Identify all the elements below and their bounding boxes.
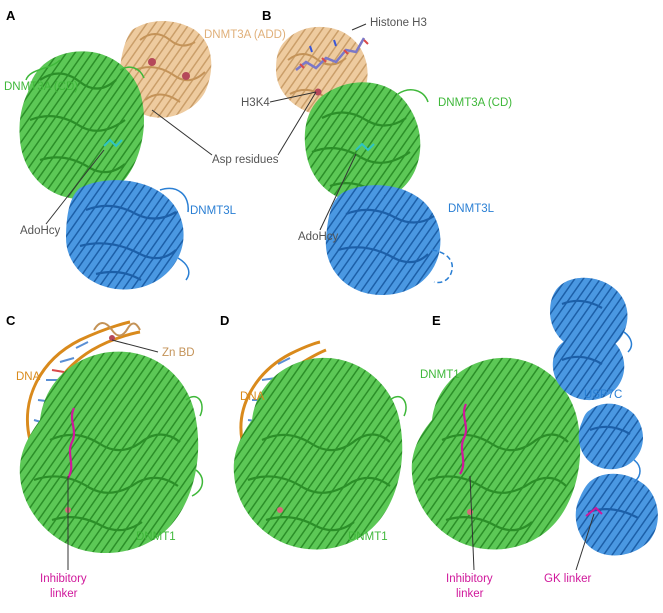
panel-c — [6, 313, 202, 600]
dnmt3l-structure-b — [326, 185, 452, 295]
panel-label-c: C — [6, 313, 16, 328]
label-h3k4: H3K4 — [241, 97, 270, 109]
label-inhibitory-c-2: linker — [50, 588, 78, 600]
panel-d — [220, 313, 406, 549]
panel-label-e: E — [432, 313, 441, 328]
label-histone-h3: Histone H3 — [370, 17, 427, 29]
label-dnmt3a-cd-b: DNMT3A (CD) — [438, 97, 513, 109]
label-usp7c: USP7C — [584, 389, 623, 401]
label-dnmt1-d: DNMT1 — [348, 531, 388, 543]
label-dna-d: DNA — [240, 391, 265, 403]
leader-histone — [352, 24, 366, 30]
label-inhibitory-c-1: Inhibitory — [40, 573, 87, 585]
label-znbd: Zn BD — [162, 347, 195, 359]
label-dnmt3a-cd: DNMT3A (CD) — [4, 81, 79, 93]
dnmt3a-cd-structure-b — [305, 82, 428, 203]
label-adohcy: AdoHcy — [20, 225, 61, 237]
leader-znbd — [112, 340, 158, 352]
label-dnmt3l: DNMT3L — [190, 205, 237, 217]
panel-label-b: B — [262, 8, 272, 23]
label-inhibitory-e-1: Inhibitory — [446, 573, 493, 585]
label-dnmt1-c: DNMT1 — [136, 531, 176, 543]
panel-label-a: A — [6, 8, 16, 23]
label-gk-linker: GK linker — [544, 573, 592, 585]
leader-asp-a — [152, 110, 212, 155]
label-dnmt3a-add: DNMT3A (ADD) — [204, 29, 286, 41]
label-dna-c: DNA — [16, 371, 41, 383]
panel-label-d: D — [220, 313, 230, 328]
dnmt1-structure-d — [234, 358, 406, 550]
dnmt1-structure-e — [412, 358, 581, 550]
zn-ion-d — [277, 507, 283, 513]
panel-a — [4, 8, 286, 290]
dnmt3a-cd-structure — [19, 51, 144, 199]
label-dnmt3l-b: DNMT3L — [448, 203, 495, 215]
dnmt1-structure-c — [20, 352, 203, 553]
label-dnmt1-e: DNMT1 — [420, 369, 460, 381]
label-asp-residues: Asp residues — [212, 154, 279, 166]
panel-e — [412, 278, 658, 600]
dnmt3l-structure — [66, 180, 189, 289]
panel-b — [241, 8, 512, 295]
label-adohcy-b: AdoHcy — [298, 231, 339, 243]
label-inhibitory-e-2: linker — [456, 588, 484, 600]
